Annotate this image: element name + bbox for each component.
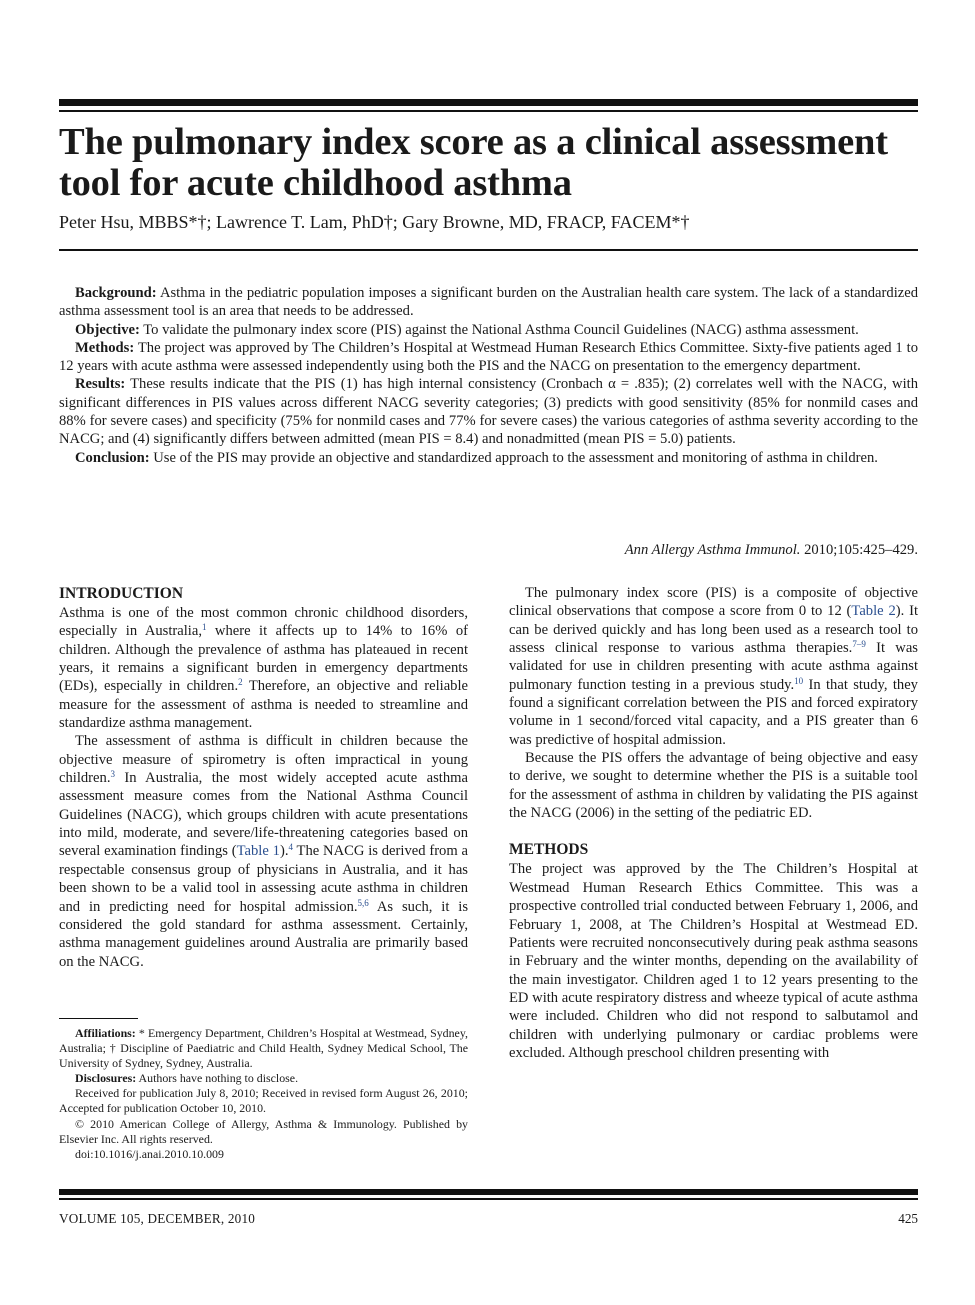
intro-p2-text-c: ). — [279, 843, 289, 860]
reference-7-9-link[interactable]: 7–9 — [852, 639, 866, 650]
table-2-link[interactable]: Table 2 — [851, 603, 896, 620]
abstract-background — [59, 284, 918, 321]
bottom-rule-thick — [59, 1189, 918, 1195]
reference-5-6-link[interactable]: 5,6 — [357, 897, 369, 908]
introduction-heading: INTRODUCTION — [59, 585, 184, 602]
abstract-objective-label: Objective: — [75, 321, 140, 338]
footer-volume: VOLUME 105, DECEMBER, 2010 — [59, 1211, 256, 1226]
footnote-copyright: © 2010 American College of Allergy, Asthma & Immunology. Published by Elsevier Inc. All rights reserved. — [59, 1116, 468, 1146]
intro-p3-text-a: The pulmonary index score (PIS) is a composite of objective clinical observations that compose a score from 0 to 12 ( — [509, 585, 918, 620]
footnote-affiliations — [59, 1026, 468, 1071]
abstract-results-label: Results: — [75, 376, 126, 393]
author-list: Peter Hsu, MBBS*†; Lawrence T. Lam, PhD†; Gary Browne, MD, FRACP, FACEM*† — [59, 212, 690, 232]
intro-p2-text-a: The assessment of asthma is difficult in children because the objective measure of spirometry is often impractical in young children. — [59, 733, 468, 787]
intro-p1-text-c: Therefore, an objective and reliable measure for the assessment of asthma is needed to streamline and standardize asthma management. — [59, 678, 469, 732]
abstract-conclusion — [59, 449, 918, 467]
reference-4-link[interactable]: 4 — [288, 842, 293, 853]
methods-paragraph-1: The project was approved by the The Children’s Hospital at Westmead Human Research Ethics Committee. This was a prospective controlled trial conducted between February 1, 2006, and February 1, 2008, at The Children’s Hospital at Westmead ED. Patients were recruited nonconsecutively during peak asthma seasons in February and the winter months, depending on the availability of the main investigator. Children aged 1 to 12 years presenting to the ED with acute respiratory distress and wheeze typical of acute asthma were included. Children who did not respond to salbutamol and children with underlying pulmonary or cardiac problems were excluded. Although preschool children presenting with — [509, 861, 918, 1061]
footnotes — [59, 1026, 468, 1162]
intro-p2-text-e: As such, it is considered the gold standard for asthma assessment. Certainly, asthma management guidelines around Australia are primarily based on the NACG. — [59, 898, 469, 970]
right-column — [509, 584, 918, 1062]
top-rule-thick — [59, 99, 918, 106]
abstract-conclusion-text: Use of the PIS may provide an objective and standardized approach to the assessment and monitoring of asthma in children. — [153, 449, 878, 466]
footnote-disclosures — [59, 1071, 468, 1086]
intro-paragraph-3 — [509, 584, 918, 749]
intro-p2-text-b: In Australia, the most widely accepted acute asthma assessment measure comes from the National Asthma Council Guidelines (NACG), which groups children with acute presentations into mild, moderate, and severe/life-threatening categories based on several examination findings ( — [59, 770, 468, 860]
abstract-objective — [59, 321, 918, 339]
abstract-background-label: Background: — [75, 285, 157, 301]
abstract-conclusion-label: Conclusion: — [75, 449, 150, 466]
footnote-doi: doi:10.1016/j.anai.2010.10.009 — [75, 1146, 224, 1161]
intro-paragraph-4: Because the PIS offers the advantage of being objective and easy to derive, we sought to determine whether the PIS is a suitable tool for the assessment of asthma in children by validating the PIS against the NACG (2006) in the setting of the pediatric ED. — [509, 750, 918, 822]
table-1-link[interactable]: Table 1 — [236, 843, 280, 860]
abstract-methods — [59, 339, 918, 376]
intro-paragraph-1 — [59, 604, 468, 732]
section-spacer — [509, 822, 918, 840]
intro-paragraph-2 — [59, 732, 468, 970]
abstract-methods-label: Methods: — [75, 339, 135, 356]
intro-p2-text-d: The NACG is derived from a respectable consensus group of physicians in Australia, and it has been shown to be a valid tool in assessing acute asthma in children and in predicting need for hospital admission. — [59, 843, 468, 915]
reference-3-link[interactable]: 3 — [110, 769, 115, 780]
reference-2-link[interactable]: 2 — [238, 677, 243, 688]
left-column — [59, 584, 468, 971]
abstract-objective-text: To validate the pulmonary index score (PIS) against the National Asthma Council Guidelines (NACG) asthma assessment. — [143, 321, 859, 338]
abstract-background-text: Asthma in the pediatric population imposes a significant burden on the Australian health care system. The lack of a standardized asthma assessment tool is an area that needs to be addressed. — [59, 285, 919, 320]
footnote-disclosures-label: Disclosures: — [75, 1071, 137, 1086]
intro-p3-text-d: In that study, they found a significant correlation between the PIS and forced expiratory volume in 1 second/forced vital capacity, and a PIS greater than 6 was predictive of hospital admission. — [509, 676, 918, 748]
citation-details: 2010;105:425–429. — [804, 542, 918, 558]
footnote-affiliations-label: Affiliations: — [75, 1026, 136, 1040]
abstract-results-text: These results indicate that the PIS (1) has high internal consistency (Cronbach α = .835); (2) correlates well with the NACG, with significant differences in PIS values across different NACG severity categories; (3) predicts with good sensitivity (85% for nonmild cases and 88% for severe cases) and specificity (75% for nonmild cases and 77% for severe cases) the various categories of asthma severity according to the NACG; and (4) significantly differs between admitted (mean PIS = 8.4) and nonadmitted (mean PIS = 5.0) patients. — [59, 376, 919, 448]
abstract-methods-text: The project was approved by The Children’s Hospital at Westmead Human Research Ethics Committee. Sixty-five patients aged 1 to 12 years with acute asthma were assessed independently using both the PIS and the NACG on presentation to the emergency department. — [59, 339, 919, 375]
bottom-rule-thin — [59, 1198, 918, 1200]
abstract — [59, 284, 918, 467]
reference-1-link[interactable]: 1 — [201, 622, 207, 633]
footnote-disclosures-text: Authors have nothing to disclose. — [138, 1071, 299, 1086]
citation-journal: Ann Allergy Asthma Immunol. — [624, 542, 801, 558]
footnote-received: Received for publication July 8, 2010; Received in revised form August 26, 2010; Accepted for publication October 10, 2010. — [59, 1086, 468, 1116]
authors-rule — [59, 249, 918, 251]
footer-page-number: 425 — [898, 1211, 918, 1226]
reference-10-link[interactable]: 10 — [794, 675, 804, 686]
footnote-affiliations-text: * Emergency Department, Children’s Hospital at Westmead, Sydney, Australia; † Discipline of Paediatric and Child Health, Sydney Medical School, The University of Sydney, Sydney, Australia. — [59, 1026, 468, 1071]
methods-heading: METHODS — [509, 841, 589, 859]
intro-p3-text-c: It was validated for use in children presenting with acute asthma against pulmonary function testing in a previous study. — [509, 640, 918, 693]
top-rule-thin — [59, 110, 918, 112]
abstract-results — [59, 375, 918, 448]
intro-p1-text-a: Asthma is one of the most common chronic childhood disorders, especially in Australia, — [59, 605, 468, 640]
intro-p1-text-b: where it affects up to 14% to 16% of children. Although the prevalence of asthma has plateaued in recent years, it remains a significant burden in emergency departments (EDs), especially in children. — [59, 623, 468, 695]
citation — [59, 541, 918, 559]
intro-p3-text-b: ). It can be derived quickly and has long been used as a research tool to assess clinical response to various asthma therapies. — [509, 603, 918, 657]
footnote-rule — [59, 1018, 138, 1019]
article-title: The pulmonary index score as a clinical assessment tool for acute childhood asthma — [59, 121, 888, 204]
